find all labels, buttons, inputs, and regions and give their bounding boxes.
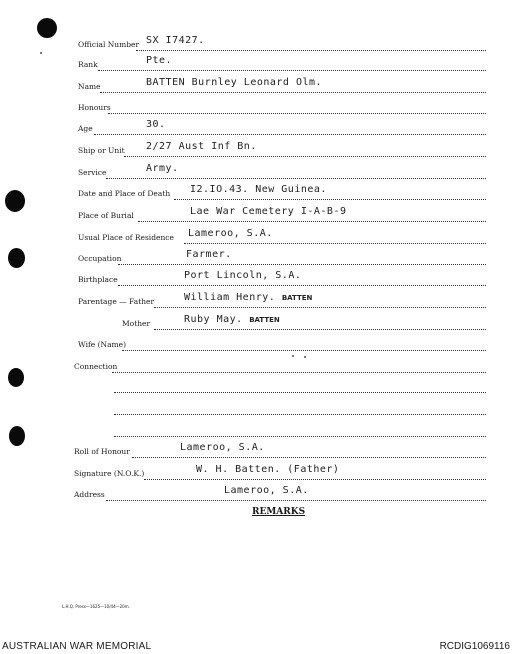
birthplace-row xyxy=(74,270,486,287)
dotted-line xyxy=(114,392,486,393)
father-row xyxy=(74,292,486,309)
rank-value: Pte. xyxy=(146,55,173,66)
dotted-line xyxy=(108,113,486,114)
service-row xyxy=(74,163,486,180)
address-row xyxy=(74,485,486,502)
dotted-line xyxy=(118,264,486,265)
dotted-line xyxy=(94,134,486,135)
punch-hole xyxy=(37,18,57,38)
roll-of-honour-label: Roll of Honour xyxy=(74,447,130,456)
death-row xyxy=(74,184,486,201)
punch-hole xyxy=(8,248,25,268)
connection-label: Connection xyxy=(74,362,118,371)
footer-record-id: RCDIG1069116 xyxy=(439,641,510,652)
signature-row xyxy=(74,464,486,481)
dotted-line xyxy=(132,457,486,458)
punch-hole xyxy=(5,190,25,212)
dotted-line xyxy=(154,307,486,308)
print-code: L.H.Q. Press—1625—10/44—20m. xyxy=(62,604,130,609)
service-value: Army. xyxy=(146,163,179,174)
birthplace-value: Port Lincoln, S.A. xyxy=(184,270,302,281)
connection-extra-line xyxy=(74,424,486,438)
residence-label: Usual Place of Residence xyxy=(78,233,174,242)
residence-value: Lameroo, S.A. xyxy=(188,228,273,239)
birthplace-label: Birthplace xyxy=(78,275,118,284)
ship-unit-row xyxy=(74,141,486,158)
speck xyxy=(40,52,42,54)
name-label: Name xyxy=(78,82,101,91)
occupation-value: Farmer. xyxy=(186,249,232,260)
signature-value: W. H. Batten. (Father) xyxy=(196,464,340,475)
mother-label: Mother xyxy=(122,319,151,328)
name-value: BATTEN Burnley Leonard Olm. xyxy=(146,77,323,88)
dotted-line xyxy=(100,92,486,93)
punch-hole xyxy=(8,368,24,387)
dotted-line xyxy=(118,285,486,286)
dotted-line xyxy=(106,178,486,179)
death-label: Date and Place of Death xyxy=(78,189,171,198)
wife-label: Wife (Name) xyxy=(78,340,127,349)
roll-of-honour-row xyxy=(74,442,486,459)
dotted-line xyxy=(114,436,486,437)
dotted-line xyxy=(124,156,486,157)
dotted-line xyxy=(106,500,486,501)
official-number-value: SX I7427. xyxy=(146,35,205,46)
connection-row xyxy=(74,360,486,374)
punch-hole xyxy=(9,426,25,446)
dotted-line xyxy=(138,221,486,222)
footer-institution: AUSTRALIAN WAR MEMORIAL xyxy=(2,641,152,652)
rank-row xyxy=(74,55,486,72)
residence-row xyxy=(74,228,486,245)
wife-row xyxy=(74,338,486,352)
father-label: Parentage — Father xyxy=(78,297,155,306)
death-value: I2.IO.43. New Guinea. xyxy=(190,184,327,195)
dotted-line xyxy=(136,50,486,51)
father-value: William Henry. BATTEN xyxy=(184,292,313,303)
name-row xyxy=(74,77,486,94)
occupation-row xyxy=(74,249,486,266)
address-value: Lameroo, S.A. xyxy=(224,485,309,496)
connection-extra-line xyxy=(74,380,486,394)
ship-unit-value: 2/27 Aust Inf Bn. xyxy=(146,141,257,152)
honours-label: Honours xyxy=(78,103,111,112)
dotted-line xyxy=(184,243,486,244)
dotted-line xyxy=(112,372,486,373)
burial-row xyxy=(74,206,486,223)
rank-label: Rank xyxy=(78,60,98,69)
dotted-line xyxy=(114,414,486,415)
dotted-line xyxy=(174,199,486,200)
remarks-heading: REMARKS xyxy=(252,507,306,517)
ship-unit-label: Ship or Unit xyxy=(78,146,125,155)
burial-label: Place of Burial xyxy=(78,211,134,220)
mother-value: Ruby May. BATTEN xyxy=(184,314,280,325)
age-value: 30. xyxy=(146,119,166,130)
speck xyxy=(304,356,306,358)
dotted-line xyxy=(122,350,486,351)
mother-row xyxy=(74,314,486,331)
burial-value: Lae War Cemetery I-A-B-9 xyxy=(190,206,347,217)
age-row xyxy=(74,119,486,136)
connection-extra-line xyxy=(74,402,486,416)
honours-row xyxy=(74,101,486,115)
official-number-label: Official Number xyxy=(78,40,140,49)
dotted-line xyxy=(98,70,486,71)
age-label: Age xyxy=(78,124,93,133)
dotted-line xyxy=(144,479,486,480)
service-label: Service xyxy=(78,168,107,177)
official-number-row xyxy=(74,35,486,52)
dotted-line xyxy=(154,329,486,330)
roll-of-honour-value: Lameroo, S.A. xyxy=(180,442,265,453)
father-surname: BATTEN xyxy=(281,294,313,302)
signature-label: Signature (N.O.K.) xyxy=(74,469,145,478)
mother-surname: BATTEN xyxy=(249,316,280,324)
speck xyxy=(292,355,294,357)
occupation-label: Occupation xyxy=(78,254,122,263)
address-label: Address xyxy=(74,490,105,499)
